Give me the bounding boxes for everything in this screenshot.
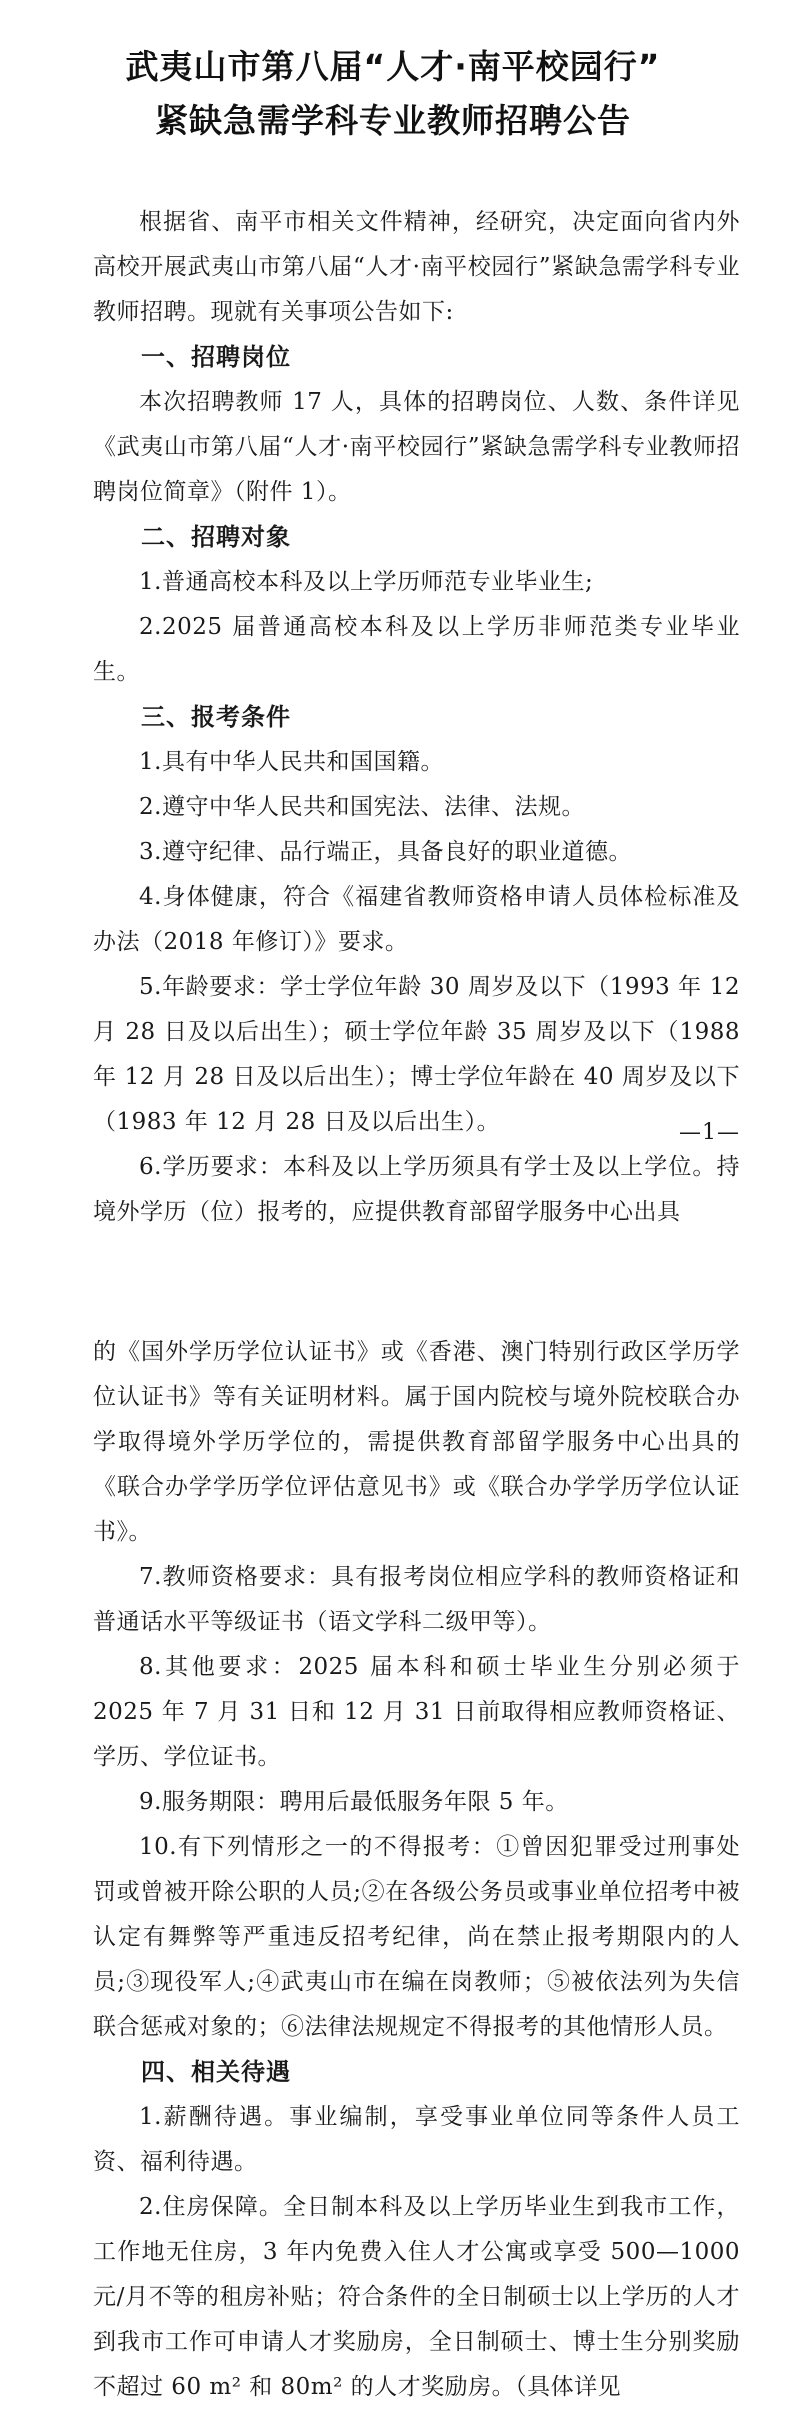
section-heading-benefits: 四、相关待遇 — [141, 2058, 291, 2086]
target-item-1: 1.普通高校本科及以上学历师范专业毕业生; — [139, 569, 594, 595]
benefit-item-1: 1.薪酬待遇。事业编制，享受事业单位同等条件人员工资、福利待遇。 — [93, 2104, 740, 2175]
condition-item-10: 10.有下列情形之一的不得报考：①曾因犯罪受过刑事处罚或曾被开除公职的人员;②在各级公务员或事业单位招考中被认定有舞弊等严重违反招考纪律，尚在禁止报考期限内的人员;③现役军人;④武夷山市在编在岗教师；⑤被依法列为失信联合惩戒对象的；⑥法律法规规定不得报考的其他情形人员。 — [93, 1834, 740, 2040]
intro-paragraph: 根据省、南平市相关文件精神，经研究，决定面向省内外高校开展武夷山市第八届“人才·南平校园行”紧缺急需学科专业教师招聘。现就有关事项公告如下: — [93, 209, 740, 325]
condition-item-1: 1.具有中华人民共和国国籍。 — [139, 749, 444, 775]
condition-item-4: 4.身体健康，符合《福建省教师资格申请人员体检标准及办法（2018 年修订）》要求。 — [93, 884, 740, 955]
title-line-1: 武夷山市第八届“人才·南平校园行” — [125, 47, 661, 86]
page-number: —1— — [679, 1120, 740, 1145]
title-line-2: 紧缺急需学科专业教师招聘公告 — [155, 101, 631, 140]
page-1-body — [93, 200, 740, 1235]
condition-item-7: 7.教师资格要求：具有报考岗位相应学科的教师资格证和普通话水平等级证书（语文学科二级甲等）。 — [93, 1564, 740, 1635]
positions-paragraph: 本次招聘教师 17 人，具体的招聘岗位、人数、条件详见《武夷山市第八届“人才·南平校园行”紧缺急需学科专业教师招聘岗位简章》（附件 1）。 — [93, 389, 740, 505]
condition-item-6: 6.学历要求：本科及以上学历须具有学士及以上学位。持境外学历（位）报考的，应提供教育部留学服务中心出具 — [93, 1154, 740, 1225]
condition-item-6-continued: 的《国外学历学位认证书》或《香港、澳门特别行政区学历学位认证书》等有关证明材料。属于国内院校与境外院校联合办学取得境外学历学位的，需提供教育部留学服务中心出具的《联合办学学历学位评估意见书》或《联合办学学历学位认证书》。 — [93, 1339, 740, 1545]
document-page-2 — [0, 1330, 786, 2401]
section-heading-targets: 二、招聘对象 — [141, 523, 291, 551]
target-item-2: 2.2025 届普通高校本科及以上学历非师范类专业毕业生。 — [93, 614, 740, 685]
condition-item-8: 8.其他要求：2025 届本科和硕士毕业生分别必须于 2025 年 7 月 31 日和 12 月 31 日前取得相应教师资格证、学历、学位证书。 — [93, 1654, 740, 1770]
condition-item-9: 9.服务期限：聘用后最低服务年限 5 年。 — [139, 1789, 569, 1815]
condition-item-3: 3.遵守纪律、品行端正，具备良好的职业道德。 — [139, 839, 632, 865]
section-heading-positions: 一、招聘岗位 — [141, 343, 291, 371]
announcement-title — [0, 0, 786, 148]
benefit-item-2: 2.住房保障。全日制本科及以上学历毕业生到我市工作，工作地无住房，3 年内免费入住人才公寓或享受 500—1000 元/月不等的租房补贴；符合条件的全日制硕士以上学历的人才到我市工作可申请人才奖励房，全日制硕士、博士生分别奖励不超过 60 m² 和 80m² 的人才奖励房。（具体详见 — [93, 2194, 740, 2400]
section-heading-conditions: 三、报考条件 — [141, 703, 291, 731]
condition-item-5: 5.年龄要求：学士学位年龄 30 周岁及以下（1993 年 12 月 28 日及以后出生）；硕士学位年龄 35 周岁及以下（1988 年 12 月 28 日及以后出生）；博士学位年龄在 40 周岁及以下（1983 年 12 月 28 日及以后出生）。 — [93, 974, 740, 1135]
page-2-body — [93, 1330, 740, 2410]
condition-item-2: 2.遵守中华人民共和国宪法、法律、法规。 — [139, 794, 585, 820]
